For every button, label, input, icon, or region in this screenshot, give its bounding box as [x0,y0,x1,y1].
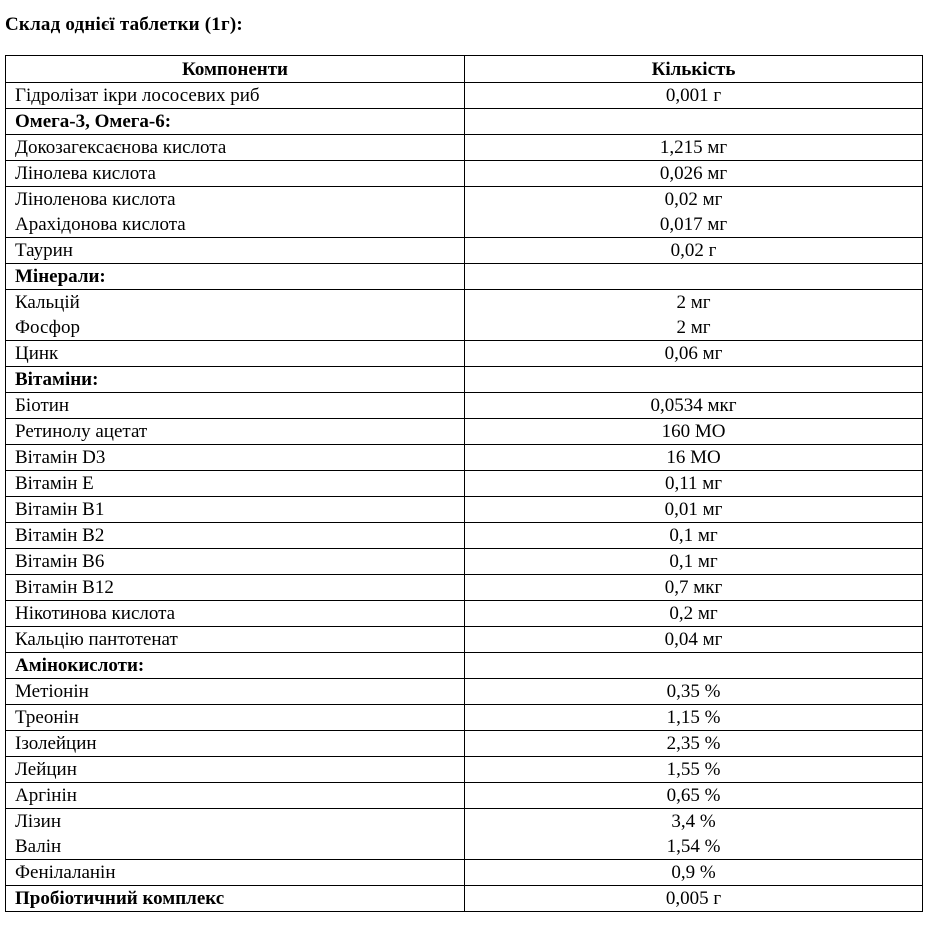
component-name: Вітамін D3 [6,445,465,471]
table-row [6,731,923,757]
component-quantity: 1,55 % [465,757,923,783]
component-quantity: 16 МО [465,445,923,471]
section-header-row [6,109,923,135]
table-row [6,238,923,264]
component-quantity: 0,02 г [465,238,923,264]
component-quantity: 0,017 мг [465,212,923,238]
table-row [6,834,923,860]
component-quantity: 0,01 мг [465,497,923,523]
component-quantity: 1,15 % [465,705,923,731]
component-name: Омега-3, Омега-6: [6,109,465,135]
component-name: Ліноленова кислота [6,187,465,213]
section-header-row [6,653,923,679]
component-quantity: 1,215 мг [465,135,923,161]
table-row [6,575,923,601]
header-components: Компоненти [6,56,465,83]
component-name: Вітаміни: [6,367,465,393]
table-row [6,679,923,705]
table-row [6,549,923,575]
component-name: Кальцій [6,290,465,316]
table-row [6,341,923,367]
table-row [6,187,923,213]
component-name: Лінолева кислота [6,161,465,187]
component-name: Кальцію пантотенат [6,627,465,653]
component-name: Метіонін [6,679,465,705]
table-row [6,161,923,187]
table-row [6,315,923,341]
component-quantity: 0,7 мкг [465,575,923,601]
component-quantity: 0,9 % [465,860,923,886]
component-name: Лізин [6,809,465,835]
table-body [6,83,923,912]
table-row [6,860,923,886]
component-quantity: 2,35 % [465,731,923,757]
table-row [6,135,923,161]
component-quantity: 0,04 мг [465,627,923,653]
component-name: Вітамін В6 [6,549,465,575]
component-name: Аргінін [6,783,465,809]
header-quantity: Кількість [465,56,923,83]
table-row [6,393,923,419]
component-name: Амінокислоти: [6,653,465,679]
table-row [6,627,923,653]
composition-table [5,55,923,912]
component-quantity: 160 МО [465,419,923,445]
component-quantity: 0,1 мг [465,523,923,549]
component-name: Валін [6,834,465,860]
component-quantity: 0,005 г [465,886,923,912]
component-name: Мінерали: [6,264,465,290]
table-row [6,445,923,471]
component-quantity: 2 мг [465,315,923,341]
table-row [6,83,923,109]
component-name: Вітамін Е [6,471,465,497]
component-name: Арахідонова кислота [6,212,465,238]
component-quantity: 3,4 % [465,809,923,835]
component-name: Лейцин [6,757,465,783]
component-quantity: 0,11 мг [465,471,923,497]
component-name: Ізолейцин [6,731,465,757]
component-quantity: 0,026 мг [465,161,923,187]
table-row [6,783,923,809]
page-title: Склад однієї таблетки (1г): [5,14,243,35]
component-name: Треонін [6,705,465,731]
table-row [6,601,923,627]
component-name: Пробіотичний комплекс [6,886,465,912]
table-row [6,212,923,238]
table-row [6,497,923,523]
component-quantity: 0,001 г [465,83,923,109]
component-quantity [465,367,923,393]
component-quantity: 1,54 % [465,834,923,860]
section-header-row [6,264,923,290]
component-name: Нікотинова кислота [6,601,465,627]
component-name: Вітамін В1 [6,497,465,523]
component-quantity [465,264,923,290]
table-row [6,523,923,549]
component-name: Фосфор [6,315,465,341]
component-name: Фенілаланін [6,860,465,886]
table-row [6,419,923,445]
component-quantity: 0,2 мг [465,601,923,627]
component-quantity: 0,02 мг [465,187,923,213]
component-name: Вітамін В2 [6,523,465,549]
component-quantity: 0,65 % [465,783,923,809]
table-row [6,809,923,835]
component-quantity [465,109,923,135]
table-row [6,290,923,316]
component-quantity: 0,06 мг [465,341,923,367]
section-header-row [6,367,923,393]
component-quantity: 0,35 % [465,679,923,705]
section-header-row [6,886,923,912]
component-name: Вітамін В12 [6,575,465,601]
component-quantity [465,653,923,679]
component-name: Гідролізат ікри лососевих риб [6,83,465,109]
component-quantity: 0,1 мг [465,549,923,575]
component-name: Таурин [6,238,465,264]
component-name: Ретинолу ацетат [6,419,465,445]
table-row [6,471,923,497]
component-name: Біотин [6,393,465,419]
component-quantity: 0,0534 мкг [465,393,923,419]
component-quantity: 2 мг [465,290,923,316]
table-row [6,757,923,783]
table-row [6,705,923,731]
table-header-row [6,56,923,83]
component-name: Докозагексаєнова кислота [6,135,465,161]
component-name: Цинк [6,341,465,367]
